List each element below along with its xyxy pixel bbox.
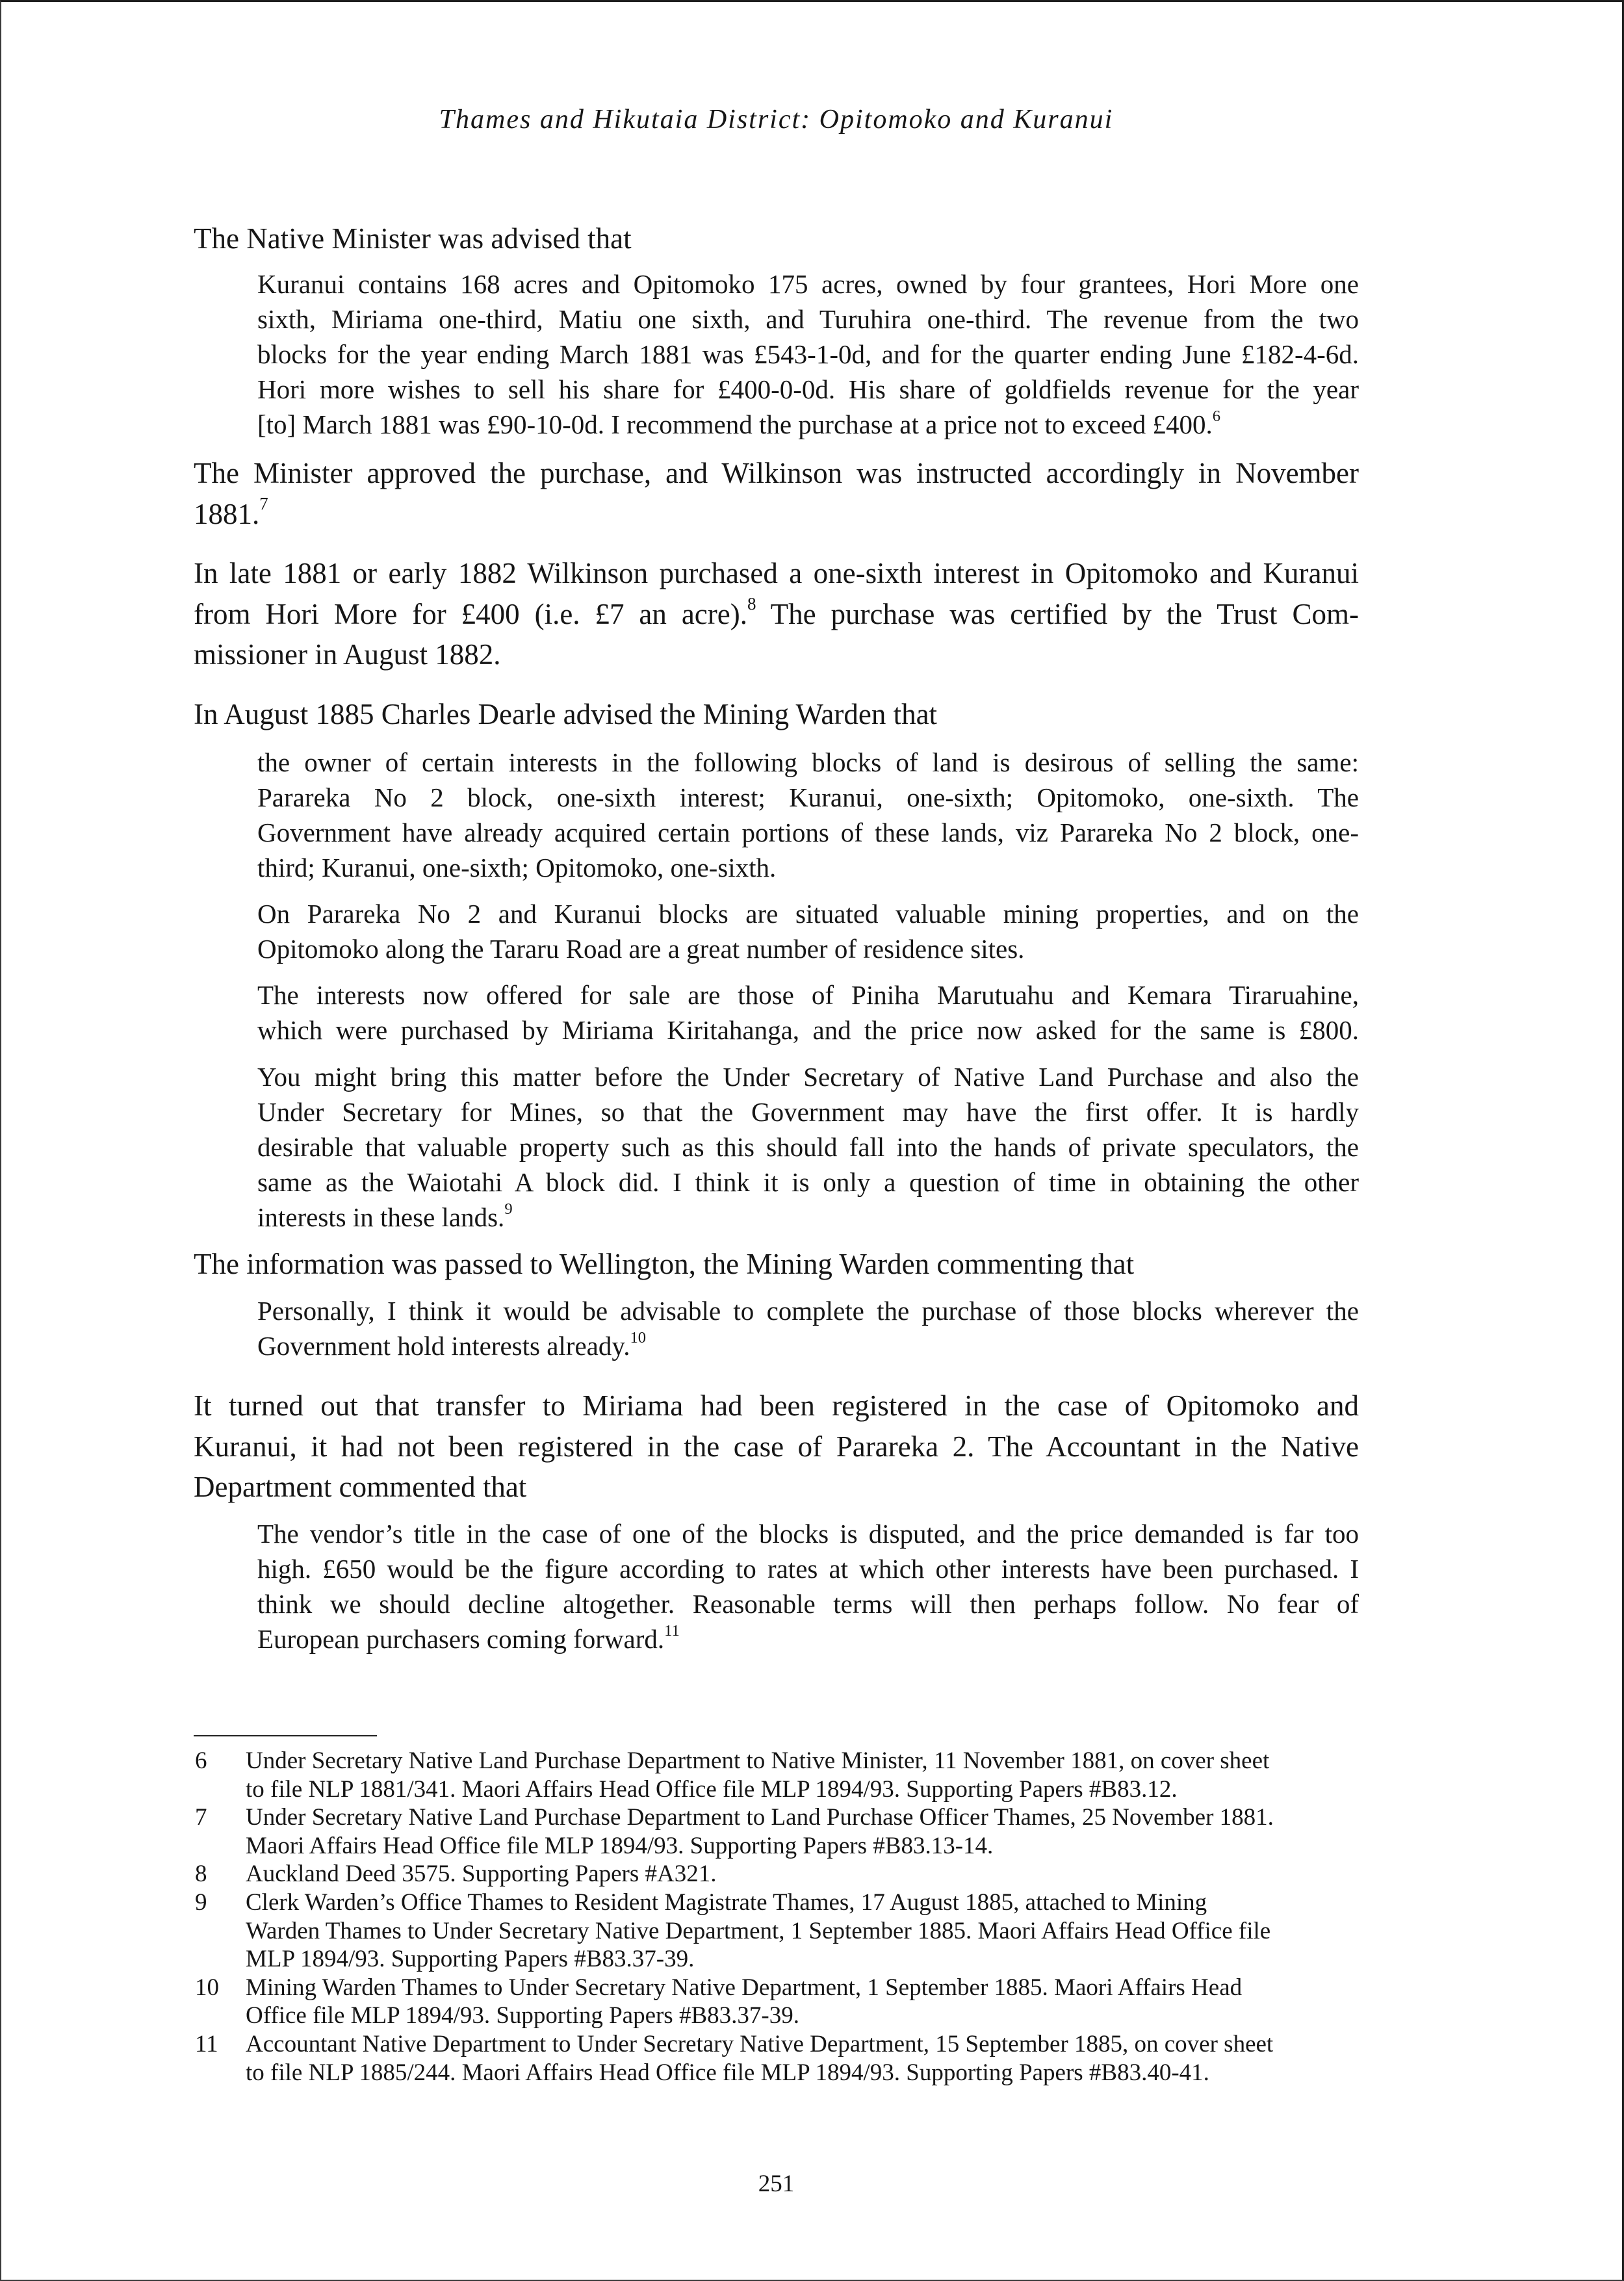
block-quote-line: third; Kuranui, one-sixth; Opitomoko, one-sixth.: [257, 853, 777, 883]
block-quote-line: high. £650 would be the figure according to rates at which other interests have been purchased. I: [257, 1554, 1359, 1584]
footnote-line: Warden Thames to Under Secretary Native Department, 1 September 1885. Maori Affairs Head Office file: [246, 1917, 1271, 1944]
footnotes: [194, 1747, 1359, 2087]
block-quote-line: [257, 1621, 1359, 1656]
block-quote-line: Opitomoko along the Tararu Road are a great number of residence sites.: [257, 934, 1025, 964]
block-quote-line: Personally, I think it would be advisable to complete the purchase of those blocks wherever the: [257, 1296, 1359, 1326]
page-number: 251: [758, 2171, 795, 2197]
footnote-line: Under Secretary Native Land Purchase Department to Native Minister, 11 November 1881, on cover sheet: [246, 1747, 1270, 1774]
line-text: European purchasers coming forward.: [257, 1624, 665, 1654]
paragraph-line: The Minister approved the purchase, and Wilkinson was instructed accordingly in November: [194, 457, 1359, 489]
block-quote-line: [257, 1200, 1359, 1235]
footnote: [194, 1860, 1359, 1888]
footnote-line: Auckland Deed 3575. Supporting Papers #A321.: [246, 1861, 717, 1888]
paragraph-line: Kuranui, it had not been registered in the case of Parareka 2. The Accountant in the Native: [194, 1430, 1359, 1463]
paragraph-line: [194, 494, 1359, 535]
paragraph: [194, 553, 1359, 675]
line-text: 1881.: [194, 497, 260, 530]
footnote-number: 10: [195, 1974, 219, 2001]
block-quote-line: blocks for the year ending March 1881 was £543-1-0d, and for the quarter ending June £182-4-6d.: [257, 339, 1359, 369]
block-quote-line: desirable that valuable property such as this should fall into the hands of private speculators, the: [257, 1132, 1359, 1162]
block-quote-line: The vendor’s title in the case of one of the blocks is disputed, and the price demanded is far too: [257, 1519, 1359, 1549]
line-text: Government hold interests already.: [257, 1331, 630, 1361]
footnote-line: Office file MLP 1894/93. Supporting Papers #B83.37-39.: [246, 2002, 799, 2030]
paragraph-line: Department commented that: [194, 1471, 527, 1503]
block-quote: [257, 745, 1359, 885]
paragraph: [194, 1385, 1359, 1508]
line-text: [to] March 1881 was £90-10-0d. I recommend the purchase at a price not to exceed £400.: [257, 409, 1213, 439]
line-text: The purchase was certified by the Trust Com-: [756, 597, 1359, 630]
footnote: [194, 2030, 1359, 2087]
footnote-reference: 8: [747, 594, 756, 614]
block-quote-line: same as the Waiotahi A block did. I think it is only a question of time in obtaining the other: [257, 1167, 1359, 1197]
footnote: [194, 1803, 1359, 1860]
paragraph-line: In August 1885 Charles Dearle advised the Mining Warden that: [194, 698, 938, 730]
block-quote-line: [257, 407, 1359, 442]
footnote-number: 11: [195, 2030, 218, 2057]
paragraph-line: The Native Minister was advised that: [194, 222, 632, 255]
footnote-number: 6: [195, 1747, 207, 1774]
paragraph: [194, 453, 1359, 534]
paragraph-line: [194, 594, 1359, 635]
block-quote-line: On Parareka No 2 and Kuranui blocks are situated valuable mining properties, and on the: [257, 899, 1359, 929]
paragraph-line: It turned out that transfer to Miriama had been registered in the case of Opitomoko and: [194, 1389, 1359, 1422]
footnote-reference: 9: [504, 1200, 513, 1218]
paragraph: [194, 694, 1359, 735]
paragraph-line: The information was passed to Wellington, the Mining Warden commenting that: [194, 1248, 1135, 1280]
block-quote-line: The interests now offered for sale are those of Piniha Marutuahu and Kemara Tiraruahine,: [257, 980, 1359, 1010]
footnote-line: MLP 1894/93. Supporting Papers #B83.37-39.: [246, 1946, 695, 1973]
block-quote-line: Government have already acquired certain portions of these lands, viz Parareka No 2 block, one-: [257, 818, 1359, 847]
paragraph: [194, 1244, 1359, 1285]
block-quote: [257, 1059, 1359, 1235]
block-quote-line: You might bring this matter before the Under Secretary of Native Land Purchase and also the: [257, 1062, 1359, 1092]
footnote-reference: 11: [664, 1621, 680, 1640]
block-quote-line: Kuranui contains 168 acres and Opitomoko 175 acres, owned by four grantees, Hori More one: [257, 269, 1359, 299]
footnote: [194, 1888, 1359, 1974]
footnote-line: to file NLP 1881/341. Maori Affairs Head Office file MLP 1894/93. Supporting Papers #B83.12.: [246, 1775, 1178, 1803]
paragraph: [194, 218, 1359, 259]
block-quote: [257, 266, 1359, 442]
footnote-number: 8: [195, 1861, 207, 1888]
footnote: [194, 1747, 1359, 1803]
block-quote-line: Parareka No 2 block, one-sixth interest; Kuranui, one-sixth; Opitomoko, one-sixth. The: [257, 782, 1359, 812]
block-quote-line: think we should decline altogether. Reasonable terms will then perhaps follow. No fear of: [257, 1589, 1359, 1619]
block-quote-line: Under Secretary for Mines, so that the Government may have the first offer. It is hardly: [257, 1097, 1359, 1127]
block-quote-line: the owner of certain interests in the following blocks of land is desirous of selling the same:: [257, 747, 1359, 777]
paragraph-line: In late 1881 or early 1882 Wilkinson purchased a one-sixth interest in Opitomoko and Kuranui: [194, 557, 1359, 589]
footnote-rule: [194, 1735, 377, 1736]
footnote-reference: 6: [1212, 407, 1221, 425]
footnote-line: Accountant Native Department to Under Secretary Native Department, 15 September 1885, on cover sheet: [246, 2030, 1274, 2057]
footnote-number: 7: [195, 1804, 207, 1831]
footnote-number: 9: [195, 1888, 207, 1916]
block-quote: [257, 977, 1359, 1048]
footnote-line: Under Secretary Native Land Purchase Department to Land Purchase Officer Thames, 25 November 1881.: [246, 1804, 1274, 1831]
line-text: interests in these lands.: [257, 1202, 505, 1232]
line-text: from Hori More for £400 (i.e. £7 an acre).: [194, 597, 747, 630]
block-quote: [257, 1516, 1359, 1656]
block-quote-line: sixth, Miriama one-third, Matiu one sixth, and Turuhira one-third. The revenue from the two: [257, 304, 1359, 334]
block-quote: [257, 896, 1359, 966]
footnote-line: Mining Warden Thames to Under Secretary Native Department, 1 September 1885. Maori Affairs Head: [246, 1974, 1243, 2001]
footnote-reference: 10: [630, 1328, 647, 1347]
footnote-line: Maori Affairs Head Office file MLP 1894/93. Supporting Papers #B83.13-14.: [246, 1832, 994, 1859]
block-quote-line: Hori more wishes to sell his share for £400-0-0d. His share of goldfields revenue for the year: [257, 374, 1359, 404]
footnote-line: Clerk Warden’s Office Thames to Resident Magistrate Thames, 17 August 1885, attached to Mining: [246, 1888, 1207, 1916]
block-quote: [257, 1293, 1359, 1363]
footnote-line: to file NLP 1885/244. Maori Affairs Head Office file MLP 1894/93. Supporting Papers #B83.40-41.: [246, 2059, 1209, 2086]
block-quote-line: [257, 1328, 1359, 1363]
block-quote-line: which were purchased by Miriama Kiritahanga, and the price now asked for the same is £800.: [257, 1015, 1359, 1045]
footnote: [194, 1974, 1359, 2030]
running-head: Thames and Hikutaia District: Opitomoko and Kuranui: [439, 105, 1114, 135]
paragraph-line: missioner in August 1882.: [194, 638, 501, 671]
footnote-reference: 7: [259, 494, 268, 514]
